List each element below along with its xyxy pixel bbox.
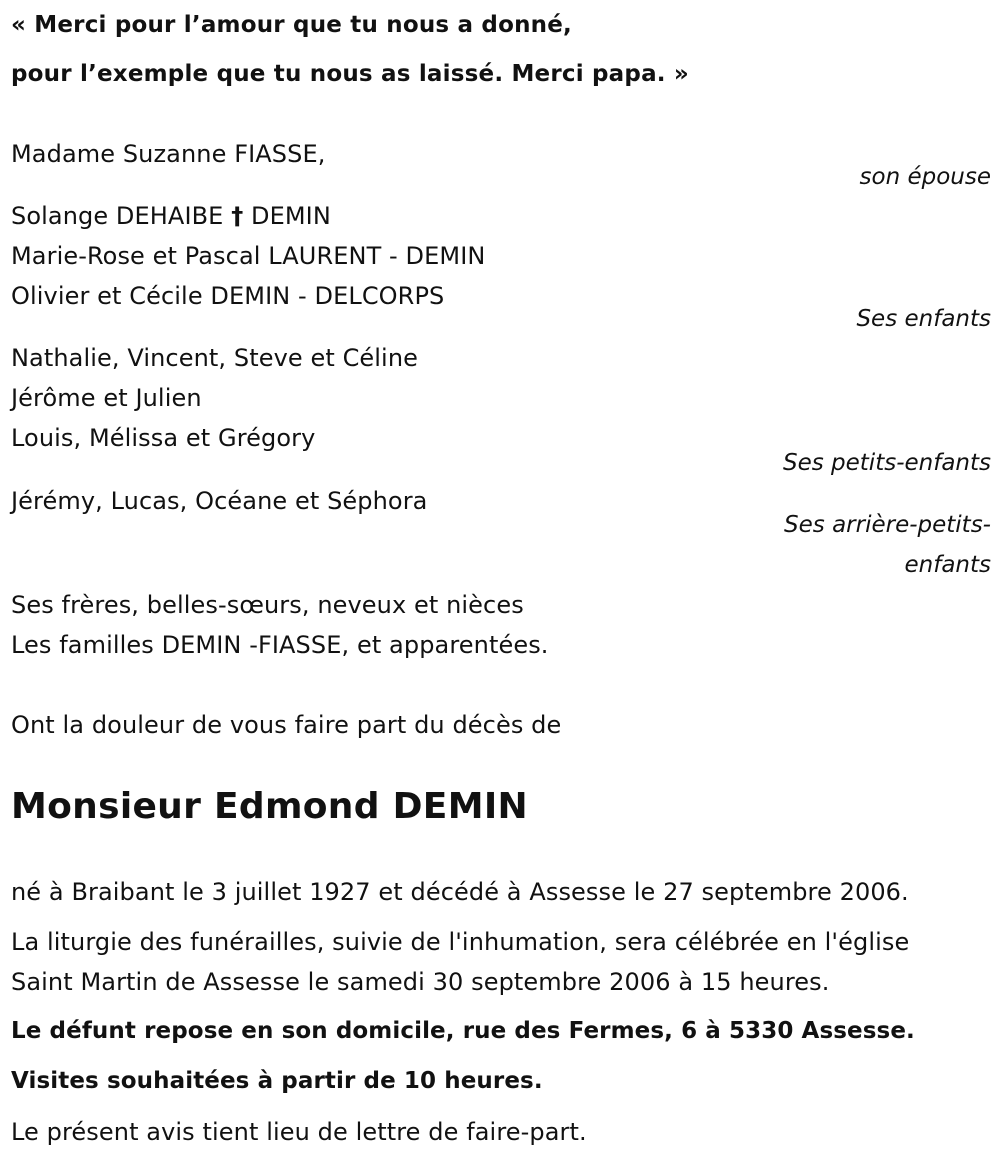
children-line-1-text-a: Solange DEHAIBE xyxy=(11,202,232,230)
cross-icon: † xyxy=(231,202,244,230)
liturgy-line-1: La liturgie des funérailles, suivie de l'inhumation, sera célébrée en l'église xyxy=(11,928,910,956)
liturgy-line-2: Saint Martin de Assesse le samedi 30 septembre 2006 à 15 heures. xyxy=(11,968,830,996)
children-line-1-text-b: DEMIN xyxy=(243,202,331,230)
children-line-2: Marie-Rose et Pascal LAURENT - DEMIN xyxy=(11,242,486,270)
great-grandchildren-role-2: enfants xyxy=(904,552,991,578)
spouse-role: son épouse xyxy=(859,164,991,190)
great-grandchildren-line-1: Jérémy, Lucas, Océane et Séphora xyxy=(11,487,428,515)
spouse-name: Madame Suzanne FIASSE, xyxy=(11,140,326,168)
family-line-1: Ses frères, belles-sœurs, neveux et nièces xyxy=(11,591,524,619)
grandchildren-line-3: Louis, Mélissa et Grégory xyxy=(11,424,316,452)
birth-death-line: né à Braibant le 3 juillet 1927 et décédé à Assesse le 27 septembre 2006. xyxy=(11,878,909,906)
announcement: Ont la douleur de vous faire part du décès de xyxy=(11,711,562,739)
children-line-1 xyxy=(11,202,331,230)
repose-line: Le défunt repose en son domicile, rue des Fermes, 6 à 5330 Assesse. xyxy=(11,1018,915,1044)
family-line-2: Les familles DEMIN -FIASSE, et apparentées. xyxy=(11,631,549,659)
grandchildren-role: Ses petits-enfants xyxy=(783,450,991,476)
quote-line-1: « Merci pour l’amour que tu nous a donné, xyxy=(11,12,572,38)
children-line-3: Olivier et Cécile DEMIN - DELCORPS xyxy=(11,282,445,310)
children-role: Ses enfants xyxy=(856,306,991,332)
grandchildren-line-2: Jérôme et Julien xyxy=(11,384,202,412)
closing-line: Le présent avis tient lieu de lettre de faire-part. xyxy=(11,1118,587,1146)
grandchildren-line-1: Nathalie, Vincent, Steve et Céline xyxy=(11,344,419,372)
visits-line: Visites souhaitées à partir de 10 heures. xyxy=(11,1068,543,1094)
quote-line-2: pour l’exemple que tu nous as laissé. Merci papa. » xyxy=(11,61,689,87)
deceased-name: Monsieur Edmond DEMIN xyxy=(11,786,528,827)
great-grandchildren-role-1: Ses arrière-petits- xyxy=(784,512,991,538)
